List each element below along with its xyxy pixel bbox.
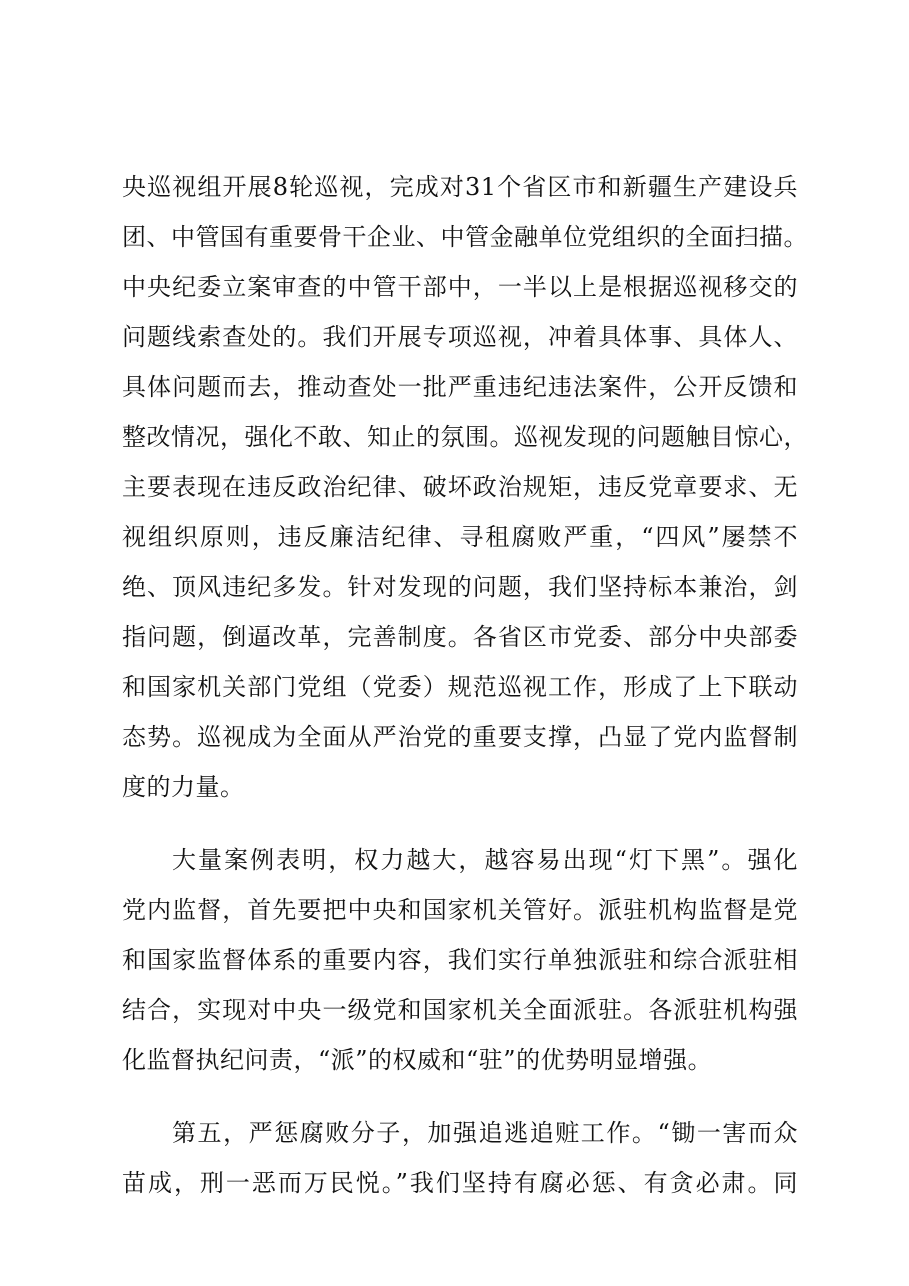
text-line: 化监督执纪问责，“派”的权威和“驻”的优势明显增强。 [122, 1046, 713, 1074]
text-line: 具体问题而去，推动查处一批严重违纪违法案件，公开反馈和 [122, 373, 798, 401]
paragraph-fifth-point [122, 1108, 798, 1208]
text-line: 和国家机关部门党组（党委）规范巡视工作，形成了上下联动 [122, 673, 798, 701]
text-line: 大量案例表明，权力越大，越容易出现“灯下黑”。强化 [172, 846, 798, 874]
document-body [122, 162, 808, 1208]
paragraph-inspection [122, 162, 808, 812]
text-line: 指问题，倒逼改革，完善制度。各省区市党委、部分中央部委 [122, 623, 798, 651]
text-line: 中央纪委立案审查的中管干部中，一半以上是根据巡视移交的 [122, 273, 798, 301]
paragraph-stationed-supervision [122, 835, 798, 1085]
text-line: 问题线索查处的。我们开展专项巡视，冲着具体事、具体人、 [122, 323, 798, 351]
text-line: 党内监督，首先要把中央和国家机关管好。派驻机构监督是党 [122, 896, 798, 924]
text-line: 团、中管国有重要骨干企业、中管金融单位党组织的全面扫描。 [122, 223, 808, 251]
text-line: 态势。巡视成为全面从严治党的重要支撑，凸显了党内监督制 [122, 723, 798, 751]
text-line: 和国家监督体系的重要内容，我们实行单独派驻和综合派驻相 [122, 946, 798, 974]
text-line: 整改情况，强化不敢、知止的氛围。巡视发现的问题触目惊心， [122, 423, 808, 451]
text-line: 绝、顶风违纪多发。针对发现的问题，我们坚持标本兼治，剑 [122, 573, 798, 601]
text-line: 度的力量。 [122, 773, 245, 801]
text-line: 央巡视组开展8轮巡视，完成对31个省区市和新疆生产建设兵 [122, 173, 798, 201]
text-line: 主要表现在违反政治纪律、破坏政治规矩，违反党章要求、无 [122, 473, 798, 501]
text-line: 视组织原则，违反廉洁纪律、寻租腐败严重，“四风”屡禁不 [122, 523, 798, 551]
text-line: 结合，实现对中央一级党和国家机关全面派驻。各派驻机构强 [122, 996, 798, 1024]
text-line: 第五，严惩腐败分子，加强追逃追赃工作。“锄一害而众 [172, 1119, 798, 1147]
text-line: 苗成，刑一恶而万民悦。”我们坚持有腐必惩、有贪必肃。同 [122, 1169, 798, 1197]
